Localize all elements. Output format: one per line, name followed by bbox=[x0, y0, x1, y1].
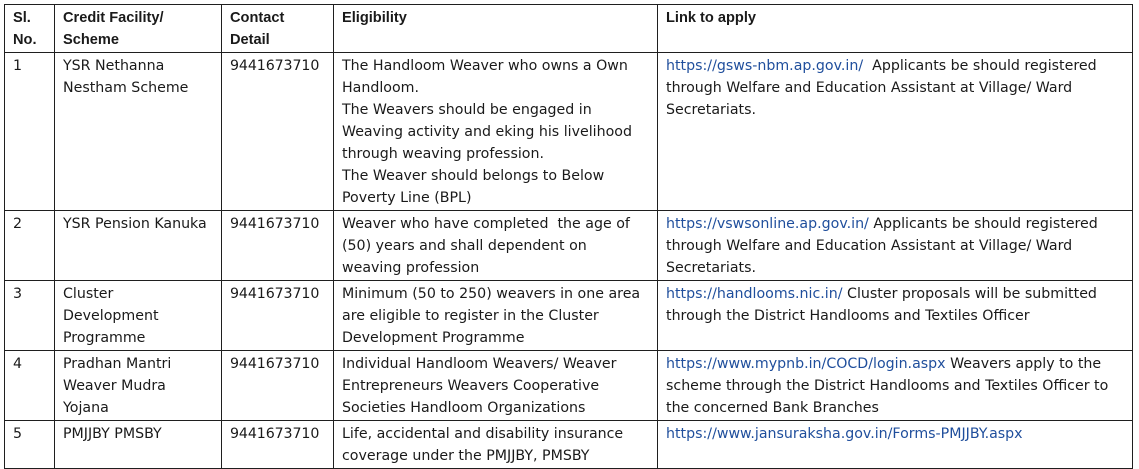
cell-contact: 9441673710 bbox=[222, 281, 334, 351]
header-contact: Contact Detail bbox=[222, 5, 334, 53]
eligibility-line: Weaver who have completed the age of (50) years and shall dependent on weaving profession bbox=[342, 216, 635, 276]
eligibility-line: Individual Handloom Weavers/ Weaver Entrepreneurs Weavers Cooperative Societies Handloom Organizations bbox=[342, 356, 617, 416]
eligibility-line: The Weaver should belongs to Below Poverty Line (BPL) bbox=[342, 168, 605, 206]
table-row bbox=[5, 53, 1133, 211]
eligibility-line: Minimum (50 to 250) weavers in one area are eligible to register in the Cluster Development Programme bbox=[342, 286, 641, 346]
header-scheme: Credit Facility/ Scheme bbox=[55, 5, 222, 53]
eligibility-line: The Weavers should be engaged in Weaving activity and eking his livelihood through weaving profession. bbox=[342, 102, 632, 162]
apply-link[interactable]: https://gsws-nbm.ap.gov.in/ bbox=[666, 58, 864, 74]
table-header-row bbox=[5, 5, 1133, 53]
cell-link bbox=[658, 281, 1133, 351]
cell-eligibility bbox=[334, 351, 658, 421]
table-row bbox=[5, 211, 1133, 281]
cell-contact: 9441673710 bbox=[222, 53, 334, 211]
cell-eligibility bbox=[334, 421, 658, 469]
cell-sl: 5 bbox=[5, 421, 55, 469]
header-eligibility: Eligibility bbox=[334, 5, 658, 53]
link-note: Applicants be should registered through Welfare and Education Assistant at Village/ Ward Secretariats. bbox=[666, 216, 1103, 276]
cell-sl: 2 bbox=[5, 211, 55, 281]
link-note: Applicants be should registered through Welfare and Education Assistant at Village/ Ward Secretariats. bbox=[666, 58, 1102, 118]
cell-link bbox=[658, 53, 1133, 211]
cell-scheme: Cluster Development Programme bbox=[55, 281, 222, 351]
table-row bbox=[5, 351, 1133, 421]
cell-scheme: Pradhan Mantri Weaver Mudra Yojana bbox=[55, 351, 222, 421]
table-row bbox=[5, 281, 1133, 351]
apply-link[interactable]: https://vswsonline.ap.gov.in/ bbox=[666, 216, 869, 232]
header-sl-no: Sl. No. bbox=[5, 5, 55, 53]
link-note: Cluster proposals will be submitted through the District Handlooms and Textiles Officer bbox=[666, 286, 1106, 324]
cell-scheme: YSR Pension Kanuka bbox=[55, 211, 222, 281]
header-link: Link to apply bbox=[658, 5, 1133, 53]
cell-eligibility bbox=[334, 53, 658, 211]
cell-eligibility bbox=[334, 281, 658, 351]
cell-scheme: PMJJBY PMSBY bbox=[55, 421, 222, 469]
cell-contact: 9441673710 bbox=[222, 351, 334, 421]
cell-sl: 1 bbox=[5, 53, 55, 211]
schemes-table-container bbox=[4, 4, 1133, 469]
apply-link[interactable]: https://www.mypnb.in/COCD/login.aspx bbox=[666, 356, 946, 372]
link-note: Weavers apply to the scheme through the District Handlooms and Textiles Officer to the concerned Bank Branches bbox=[666, 356, 1113, 416]
cell-link bbox=[658, 211, 1133, 281]
cell-sl: 3 bbox=[5, 281, 55, 351]
cell-sl: 4 bbox=[5, 351, 55, 421]
cell-scheme: YSR Nethanna Nestham Scheme bbox=[55, 53, 222, 211]
cell-link bbox=[658, 351, 1133, 421]
schemes-table bbox=[4, 4, 1133, 469]
cell-contact: 9441673710 bbox=[222, 211, 334, 281]
table-row bbox=[5, 421, 1133, 469]
eligibility-line: Life, accidental and disability insurance coverage under the PMJJBY, PMSBY bbox=[342, 426, 624, 464]
apply-link[interactable]: https://handlooms.nic.in/ bbox=[666, 286, 843, 302]
eligibility-line: The Handloom Weaver who owns a Own Handloom. bbox=[342, 58, 628, 96]
cell-contact: 9441673710 bbox=[222, 421, 334, 469]
cell-link bbox=[658, 421, 1133, 469]
apply-link[interactable]: https://www.jansuraksha.gov.in/Forms-PMJJBY.aspx bbox=[666, 426, 1023, 442]
cell-eligibility bbox=[334, 211, 658, 281]
